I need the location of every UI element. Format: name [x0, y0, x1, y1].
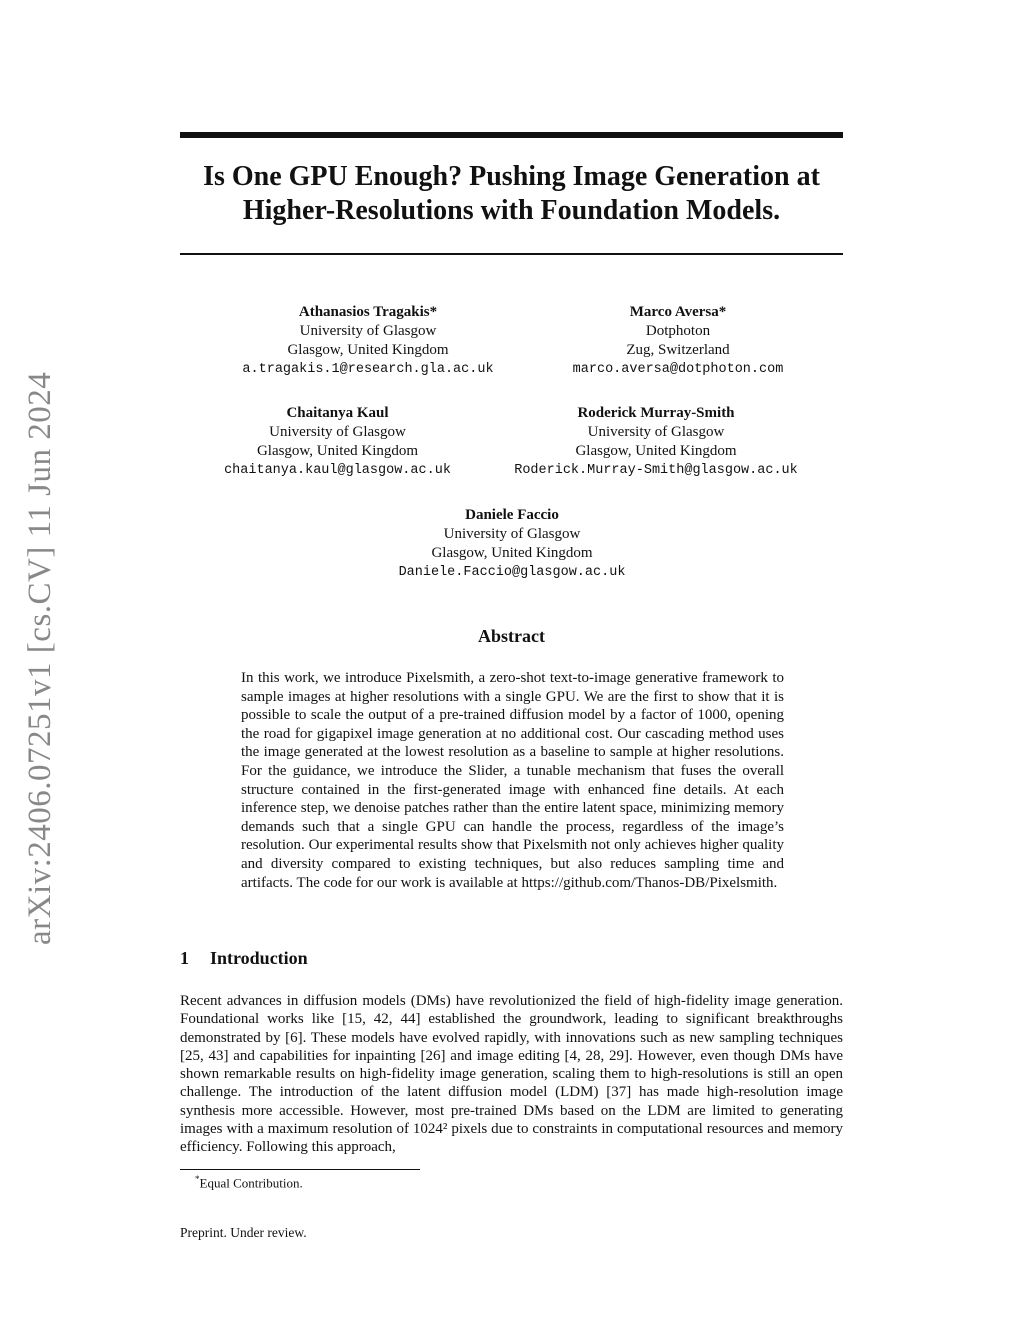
footnote-rule: [180, 1169, 420, 1170]
paper-title: Is One GPU Enough? Pushing Image Generation at Higher-Resolutions with Foundation Models.: [203, 161, 820, 226]
author-email[interactable]: chaitanya.kaul@glasgow.ac.uk: [224, 463, 451, 478]
introduction-text: Recent advances in diffusion models (DMs) have revolutionized the field of high-fidelity image generation. Foundational works like [15, 42, 44] established the groundwork, leading to significant breakthroughs demonstrated by [6]. These models have evolved rapidly, with innovations such as new sampling techniques [25, 43] and capabilities for inpainting [26] and image editing [4, 28, 29]. However, even though DMs have shown remarkable results on high-fidelity image generation, scaling them to high-resolutions is still an open challenge. The introduction of the latent diffusion model (LDM) [37] has made high-resolution image synthesis more accessible. However, most pre-trained DMs based on the LDM are limited to generating images with a maximum resolution of 1024² pixels due to constraints in computational resources and memory efficiency. Following this approach,: [180, 993, 843, 1156]
author-name: Chaitanya Kaul: [286, 405, 389, 421]
author-name: Roderick Murray-Smith: [577, 405, 735, 421]
author-block: [543, 303, 813, 379]
preprint-notice: Preprint. Under review.: [180, 1225, 307, 1240]
footnote: [195, 1174, 303, 1191]
section-heading: [180, 948, 308, 969]
footnote-mark: *: [195, 1174, 200, 1184]
author-location: Zug, Switzerland: [626, 342, 730, 358]
author-email[interactable]: Roderick.Murray-Smith@glasgow.ac.uk: [514, 463, 798, 478]
author-location: Glasgow, United Kingdom: [287, 342, 449, 358]
abstract-heading: Abstract: [478, 626, 545, 646]
author-name: Athanasios Tragakis*: [298, 304, 438, 320]
author-block: [200, 404, 475, 480]
author-affiliation: University of Glasgow: [443, 526, 581, 542]
author-email[interactable]: marco.aversa@dotphoton.com: [572, 362, 784, 377]
title-bottom-rule: [180, 253, 843, 255]
author-block: [218, 303, 518, 379]
author-location: Glasgow, United Kingdom: [575, 443, 737, 459]
abstract-text: In this work, we introduce Pixelsmith, a zero-shot text-to-image generative framework to sample images at higher resolutions with a single GPU. We are the first to show that it is possible to scale the output of a pre-trained diffusion model by a factor of 1000, opening the road for gigapixel image generation at no additional cost. Our cascading method uses the image generated at the lowest resolution as a baseline to sample at higher resolutions. For the guidance, we introduce the Slider, a tunable mechanism that fuses the overall structure contained in the first-generated image with enhanced fine details. At each inference step, we denoise patches rather than the entire latent space, minimizing memory demands such that a single GPU can handle the process, regardless of the image’s resolution. Our experimental results show that Pixelsmith not only achieves higher quality and diversity compared to existing techniques, but also reduces sampling time and artifacts. The code for our work is available at https://github.com/Thanos-DB/Pixelsmith.: [241, 670, 784, 891]
author-name: Daniele Faccio: [465, 507, 559, 523]
author-affiliation: University of Glasgow: [587, 424, 725, 440]
author-email[interactable]: a.tragakis.1@research.gla.ac.uk: [242, 362, 494, 377]
author-location: Glasgow, United Kingdom: [256, 443, 419, 459]
section-title: Introduction: [210, 948, 308, 968]
footnote-text: Equal Contribution.: [199, 1175, 303, 1191]
author-block: [362, 506, 662, 582]
author-affiliation: Dotphoton: [645, 323, 711, 339]
author-affiliation: University of Glasgow: [299, 323, 437, 339]
arxiv-identifier: arXiv:2406.07251v1 [cs.CV] 11 Jun 2024: [22, 371, 58, 945]
author-email[interactable]: Daniele.Faccio@glasgow.ac.uk: [398, 565, 626, 580]
title-top-rule: [180, 132, 843, 138]
author-affiliation: University of Glasgow: [269, 424, 406, 440]
author-name: Marco Aversa*: [629, 304, 727, 320]
author-block: [495, 404, 817, 480]
author-location: Glasgow, United Kingdom: [431, 545, 593, 561]
section-number: 1: [180, 948, 189, 968]
